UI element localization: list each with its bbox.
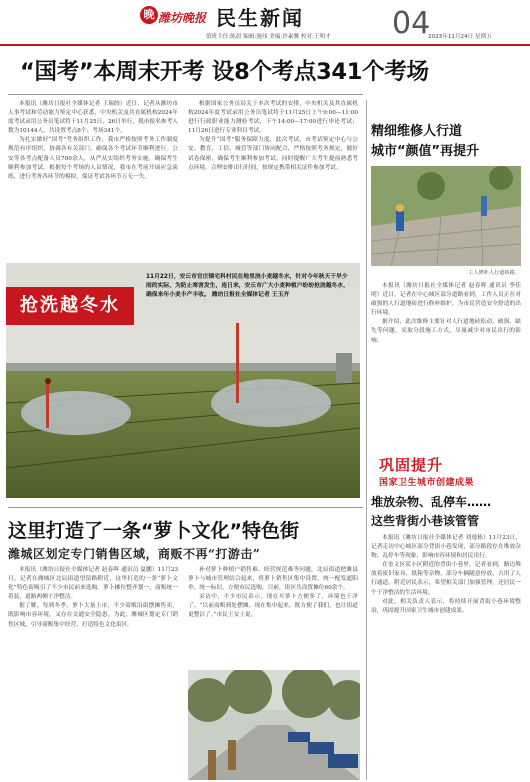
- headline-line-2: 城市“颜值”再提升: [371, 144, 480, 159]
- main-story-column-2: [188, 100, 358, 258]
- headline-line-2: 这些背街小巷该管管: [371, 514, 480, 528]
- paragraph: 本报讯（潍坊日报社全媒体记者 赵春晖 通讯员 夏鹏）11月23日，记者在潍城区北辰街道望留路附近，这里打造的一条“萝卜文化”特色街吸引了不少市民前来选购。萝卜摊位整齐划一，商贩统一着装，道路两侧干净整洁。: [8, 567, 178, 601]
- headline-line-1: 精细维修人行道: [371, 124, 463, 139]
- paragraph: 补对萝卜种植户销售难、经营规范难等问题，北辰街道把潍县萝卜与城市管理结合起来，将萝卜销售区集中设置，统一配发遮阳伞、统一标识，方便市民选购。目前，街区共设置摊位60余个。: [188, 567, 358, 592]
- main-story-column-1: [8, 100, 178, 258]
- dateline: 2023年11月24日 星期五: [428, 34, 492, 40]
- sidewalk-repair-story: [371, 282, 521, 410]
- paragraph: 本报讯（潍坊日报社全媒体记者 王瑞皎）近日，记者从潍坊市人事考试和劳动能力鉴定中心获悉，中央机关及其直属机构2024年度考试录用公务员笔试将于11月25日、26日举行，我市报名参考人数为10144人，共设置考点8个、考场341个。: [8, 101, 178, 135]
- radish-street-subhead: 潍城区划定专门销售区域，商贩不再“打游击”: [8, 547, 261, 561]
- main-headline: “国考”本周末开考 设8个考点341个考场: [20, 59, 429, 85]
- back-alley-story: [371, 534, 521, 780]
- page-number: 04: [392, 6, 431, 41]
- radish-story-column-2: [188, 566, 358, 666]
- paragraph: 本报讯（潍坊日报社全媒体记者 刘逸栋）11月23日，记者走访中心城区部分背街小巷发现，部分路段存在堆放杂物、乱停车等现象，影响市容环境和居民出行。: [371, 535, 521, 560]
- editor-credits: 值班主任:陈晨 编辑:施玮 美编:许素馨 校对:王明才: [206, 34, 331, 40]
- section-title: 民生新闻: [216, 6, 304, 30]
- paragraph: 对此，相关负责人表示，将持续开展背街小巷环境整治，巩固提升国家卫生城市创建成果。: [371, 598, 521, 614]
- paragraph: 在奎文区某小区附近的背街小巷里，记者看到，路边堆放着废旧家具、纸箱等杂物，部分车辆随意停放，占用了人行通道。附近居民表示，希望相关部门加强管理，还居民一个干净整洁的生活环境。: [371, 562, 521, 596]
- winter-irrigation-feature: [6, 263, 360, 498]
- sidewalk-photo-caption: 工人修补人行道砖路。: [468, 270, 520, 276]
- winter-photo-caption: 11月22日，安丘市官庄镇宅科村民在地里浇小麦越冬水，针对今年秋天干旱少雨的实际，为防止寒害发生，连日来，安丘市广大小麦种植户纷纷抢浇越冬水，确保来年小麦丰产丰收。 潍坊日报社全媒体记者 王玉齐: [146, 274, 349, 298]
- radish-street-headline: 这里打造了一条“萝卜文化”特色街: [8, 520, 299, 542]
- masthead-divider: [0, 44, 530, 46]
- health-city-banner: [371, 454, 521, 490]
- back-alley-headline: [371, 493, 521, 531]
- paragraph: 采访中，不少市民表示，现在买萝卜方便多了，环境也干净了。“以前商贩到处摆摊，现在集中起来，既方便了我们，也让街道更整洁了。”市民王女士说。: [188, 594, 358, 619]
- column-divider: [366, 100, 367, 780]
- section-divider: [8, 507, 363, 508]
- banner-subtitle: 国家卫生城市创建成果: [379, 478, 475, 488]
- paragraph: 为扎实做好“国考”考务组织工作，我市严格按照考务工作制度规范有序组织，协调各有关部门，确保各个考试环节顺利进行。公安等各考点配备人员700余人，从严从实组织考务实施，确保考生顺利参加考试。根据每个考场的人员情况，我市在考前开展应急演练，进行考务各环节的模拟，保证考试各环节万无一失。: [8, 137, 178, 180]
- radish-story-column-1: [8, 566, 178, 780]
- banner-title: 巩固提升: [379, 456, 444, 474]
- headline-line-1: 堆放杂物、乱停车……: [371, 495, 492, 509]
- paragraph: 为提升“国考”服务保障力度，此次考试，市考试鉴定中心与公安、教育、工信、城管等部门协同配合，严格按照考务规定，做好试卷保密，确保考生顺利参加考试。同时提醒广大考生提前熟悉考点环境，合理安排出行时间，按规定携带相关证件参加考试。: [188, 137, 358, 171]
- sidewalk-repair-headline: [371, 122, 521, 162]
- winter-irrigation-tag: 抢洗越冬水: [6, 287, 134, 325]
- newspaper-name: 潍坊晚报: [158, 11, 207, 25]
- sidewalk-repair-photo: [371, 166, 521, 266]
- paragraph: 根据国家公务员局关于本次考试的安排，中央机关及其直属机构2024年度考试录用公务员笔试将于11月25日上午9:00—11:00进行行政职业能力测验考试，下午14:00—17:00进行申论考试；11月26日进行专业科目考试。: [188, 101, 358, 135]
- paragraph: 据了解，每到冬季，萝卜大量上市，不少商贩沿街摆摊售卖，既影响市容环境，又存在交通安全隐患。为此，潍城区划定专门销售区域，引导商贩集中经营，打造特色文化街区。: [8, 603, 178, 628]
- masthead: [0, 0, 530, 44]
- newspaper-logo-icon: 晚: [140, 6, 158, 24]
- paragraph: 据介绍，此次维修主要针对人行道地砖松动、破损、缺失等问题，采取分段施工方式，尽量减少对市民出行的影响。: [371, 319, 521, 344]
- headline-divider: [8, 94, 363, 95]
- paragraph: 本报讯（潍坊日报社全媒体记者 赵春晖 通讯员 李佳明）近日，记者在中心城区部分道路看到，工作人员正在对破损的人行道地砖进行修补维护，为市民营造安全舒适的出行环境。: [371, 283, 521, 317]
- radish-street-photo: [188, 670, 360, 780]
